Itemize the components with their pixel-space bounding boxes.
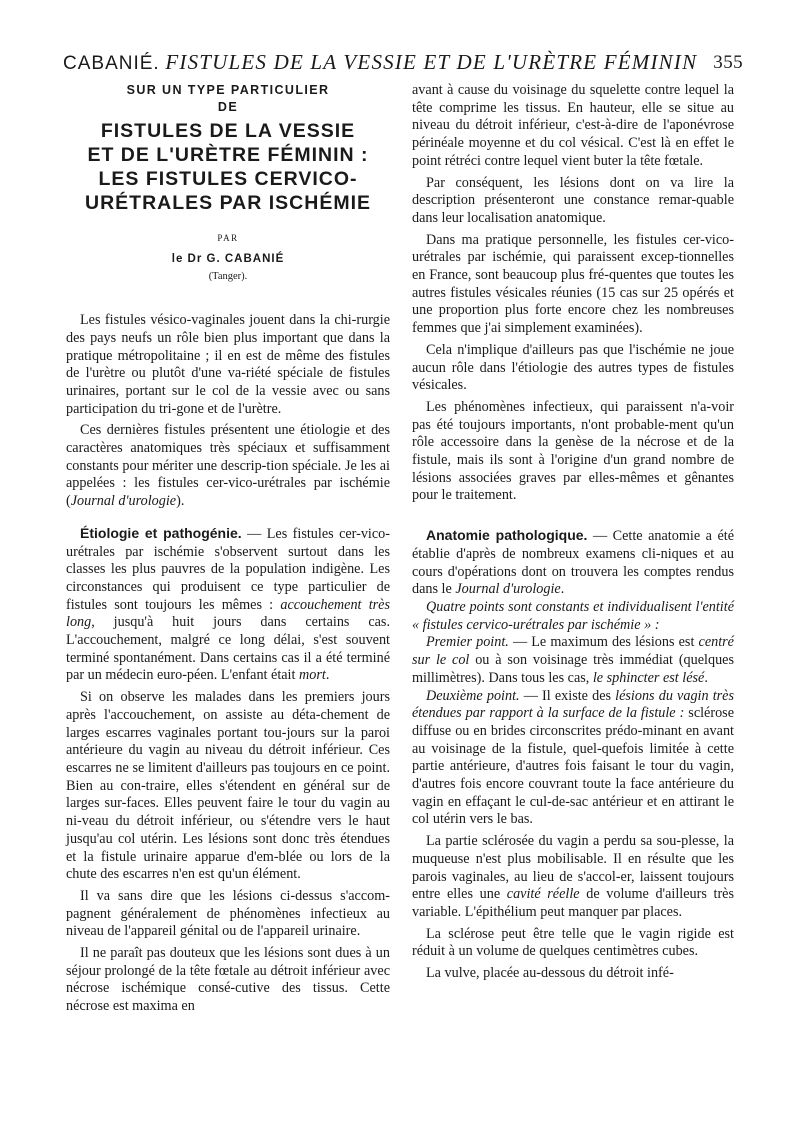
paragraph: La vulve, placée au-dessous du détroit infé- — [426, 965, 674, 982]
emphasis: Quatre points sont constants et individualisent l'entité « fistules cervico-urétrales par ischémie » : — [412, 598, 734, 633]
paragraph — [66, 422, 390, 511]
paragraph: Cela n'implique d'ailleurs pas que l'ischémie ne joue aucun rôle dans l'étiologie des autres types de fistules vésicales. — [412, 341, 734, 394]
paragraph — [412, 527, 734, 599]
title-line-2: DE — [217, 100, 239, 114]
running-head-title: FISTULES DE LA VESSIE ET DE L'URÈTRE FÉMININ — [165, 50, 698, 74]
paragraph: Les phénomènes infectieux, qui paraissent n'a-voir pas été toujours importants, n'ont probable-ment qu'un rôle accessoire dans la genèse de la nécrose et de la fistule, mais ils sont à l'origine d'un grand nombre de lésions associées graves par elles-mêmes et gênantes pour le traitement. — [412, 398, 734, 504]
paragraph: Si on observe les malades dans les premiers jours après l'accouchement, on assiste au déta-chement de larges escarres vaginales portant tou-jours sur la paroi antérieure du vagin au niveau du détroit inférieur. Ces escarres ne se limitent d'ailleurs pas toujours en ce point. Bien au con-traire, elles s'étendent en général sur de larges sur-faces. Elles peuvent faire le tour du vagin au ni-veau du détroit inférieur, ou s'étendre vers le haut jusqu'au col utérin. Les lésions sont donc très étendues et la fistule urinaire apparue d'em-blée ou lors de la chute des escarres n'en est qu'un élément. — [66, 689, 390, 883]
text-run: Ces dernières fistules présentent une étiologie et des caractères anatomiques très spéciaux et suffisamment constants pour mériter une descrip-tion spéciale. Je les ai appelées : les fistules cer-vico-urétrales par ischémie ( — [66, 422, 390, 510]
paragraph: Il ne paraît pas douteux que les lésions sont dues à un séjour prolongé de la tête fœtale au détroit inférieur avec nécrose ischémique consé-cutive des tissus. Cette nécrose est maxima en — [66, 945, 390, 1015]
paragraph: Dans ma pratique personnelle, les fistules cer-vico-urétrales par ischémie, qui paraissent excep-tionnelles en France, sont beaucoup plus fré-quentes que toutes les autres fistules vésicales réunies (15 cas sur 25 opérés et une proportion plus forte encore chez les nombreuses femmes que j'ai simplement examinées). — [412, 231, 734, 337]
title-main-1: FISTULES DE LA VESSIE — [100, 120, 356, 142]
text-run: La partie sclérosée du vagin a perdu sa sou-plesse, la muqueuse n'est plus mobilisable. Il en résulte que les parois vaginales, au lieu de s'accol-er, laissent toujours entre elles une — [412, 833, 734, 903]
paragraph — [412, 634, 734, 687]
paragraph: avant à cause du voisinage du squelette contre lequel la tête comprime les tissus. En hauteur, elle se situe au niveau du détroit inférieur, c'est-à-dire de l'aponévrose périnéale moyenne et du col vésical. C'est là en effet le point rétréci contre lequel vient buter la tête fœtale. — [412, 82, 734, 169]
emphasis: accouchement très long — [66, 596, 390, 631]
journal-citation: Journal d'urologie — [70, 493, 177, 510]
paragraph — [66, 525, 390, 685]
paragraph: Il va sans dire que les lésions ci-dessus s'accom-pagnent généralement de phénomènes infectieux au niveau de l'appareil génital ou de l'appareil urinaire. — [66, 887, 390, 940]
running-head-author: CABANIÉ. — [63, 53, 160, 74]
emphasis: centré sur le col — [412, 634, 734, 669]
text-run: ou à son voisinage très immédiat (quelques millimètres). Dans tous les cas, — [412, 652, 734, 686]
emphasis: mort — [299, 667, 326, 684]
text-run: . — [704, 669, 708, 686]
author-byline: le Dr G. CABANIÉ — [171, 252, 285, 265]
section-heading-etiologie: Étiologie et pathogénie. — [80, 524, 242, 541]
title-line-1: SUR UN TYPE PARTICULIER — [126, 83, 330, 97]
text-run: . — [560, 581, 565, 598]
title-main-3: LES FISTULES CERVICO- — [98, 168, 358, 190]
paragraph: La sclérose peut être telle que le vagin rigide est réduit à un volume de quelques centimètres cubes. — [412, 925, 734, 960]
paragraph: Les fistules vésico-vaginales jouent dans la chi-rurgie des pays neufs un rôle bien plus important que dans la pratique métropolitaine ; il en est de même des fistules de l'urètre ou plutôt d'une va-riété spéciale de fistules urinaires, portant sur le col de la vessie avec ou sans participation du tri-gone et de l'urètre. — [66, 312, 390, 417]
paragraph — [412, 688, 734, 830]
point-label: Deuxième point. — [426, 687, 520, 704]
paragraph — [412, 599, 734, 634]
right-column — [412, 82, 734, 983]
journal-citation: Journal d'urologie — [455, 581, 561, 598]
paragraph — [412, 833, 734, 922]
text-run: — Il existe des — [519, 687, 616, 704]
text-run: — Le maximum des lésions est — [508, 634, 699, 651]
section-heading-anatomie: Anatomie pathologique. — [426, 527, 588, 544]
text-run: ). — [176, 493, 185, 510]
paragraph: Par conséquent, les lésions dont on va lire la description présenteront une constance remar-quable dans leur localisation anatomique. — [412, 174, 734, 226]
emphasis: cavité réelle — [506, 886, 580, 903]
byline-par: PAR — [217, 233, 239, 243]
point-label: Premier point. — [426, 634, 509, 651]
text-run: — Les fistules cer-vico-urétrales par ischémie s'observent surtout dans les classes les plus pauvres de la population indigène. Les circonstances qui produisent ce type particulier de fistules sont toujours les mêmes : — [66, 525, 390, 613]
emphasis: lésions du vagin très étendues par rapport à la surface de la fistule : — [412, 687, 735, 722]
text-run: — Cette anatomie a été établie d'après de nombreux examens cli-niques et au cours d'opérations dont on trouvera les comptes rendus dans le — [412, 528, 734, 598]
text-run: de volume d'ailleurs très variable. L'épithélium peut manquer par places. — [412, 886, 734, 920]
left-column — [66, 82, 390, 1016]
page-number: 355 — [713, 52, 743, 73]
emphasis: le sphincter est lésé — [592, 669, 705, 686]
title-main-4: URÉTRALES PAR ISCHÉMIE — [85, 192, 371, 214]
running-head — [63, 50, 743, 80]
text-run: sclérose diffuse ou en brides circonscrites prédo-minant en avant au voisinage de la fistule, quel-quefois limitée à cette partie antérieure, d'autres fois faisant le tour du vagin, d'autres fois encore couvrant toute la face antérieure du vagin en effaçant le cul-de-sac antérieur et en attirant le col utérin vers le bas. — [412, 705, 734, 828]
text-run: . — [325, 667, 330, 684]
text-run: , jusqu'à huit jours dans certains cas. L'accouchement, malgré ce long délai, s'est souvent terminé spontanément. Dans certains cas il a été terminé par un médecin euro-péen. L'enfant était — [66, 614, 390, 684]
title-main-2: ET DE L'URÈTRE FÉMININ : — [87, 144, 369, 166]
author-city: (Tanger). — [208, 271, 248, 283]
